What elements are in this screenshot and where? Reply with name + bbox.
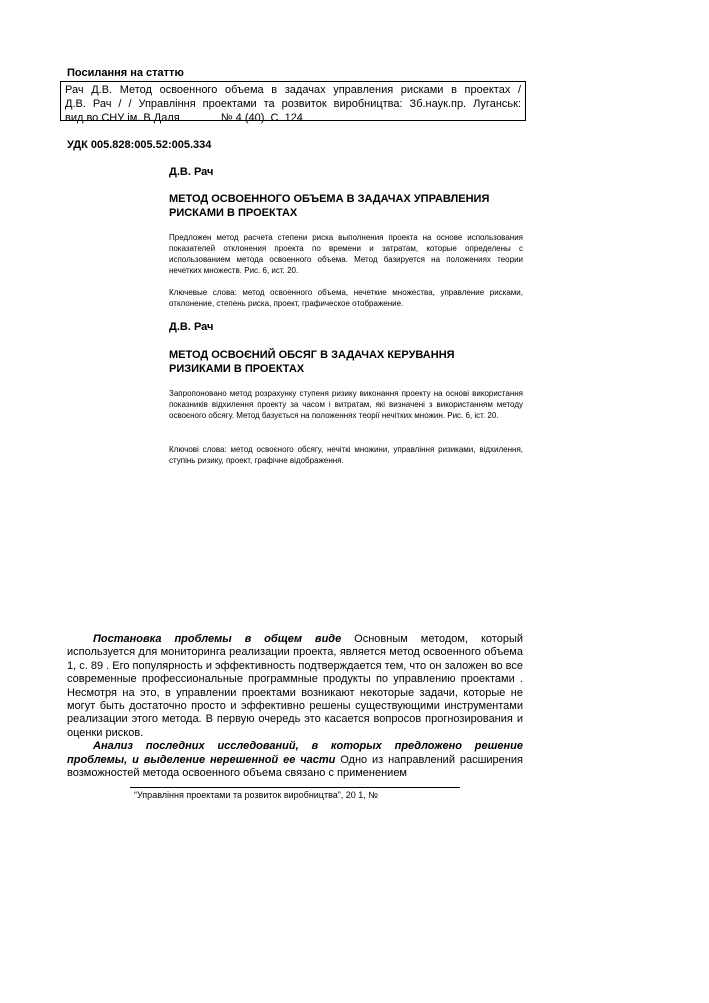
body-text xyxy=(67,633,523,780)
author-ru: Д.В. Рач xyxy=(169,166,214,178)
title-ua-line-2: РИЗИКАМИ В ПРОЕКТАХ xyxy=(169,363,305,375)
title-ua-line-1: МЕТОД ОСВОЄНИЙ ОБСЯГ В ЗАДАЧАХ КЕРУВАННЯ xyxy=(169,349,455,361)
keywords-ru: Ключевые слова: метод освоенного объема, нечеткие множества, управление рисками, отклонение, степень риска, проект, графическое отображение. xyxy=(169,288,523,308)
paragraph-problem-lead: Постановка проблемы в общем виде xyxy=(93,633,342,645)
footer-divider xyxy=(130,787,460,788)
udc-code: УДК 005.828:005.52:005.334 xyxy=(67,139,212,151)
reference-line-2: Д.В. Рач / / Управління проектами та розвиток виробництва: Зб.наук.пр. Луганськ: xyxy=(65,98,521,110)
title-ua xyxy=(169,348,523,376)
reference-issue: № 4 (40). С. 124 xyxy=(220,112,303,124)
reference-line-1: Рач Д.В. Метод освоенного объема в задачах управления рисками в проектах / xyxy=(65,84,521,96)
abstract-ru: Предложен метод расчета степени риска выполнения проекта на основе использования показателей отклонения проекта по времени и затратам, которые определены с использованием метода освоенного объема. Метод базируется на положениях теории нечетких множеств. Рис. 6, ист. 20. xyxy=(169,233,523,275)
title-ru xyxy=(169,192,523,220)
paragraph-problem xyxy=(67,633,523,740)
running-footer: “Управління проектами та розвиток виробництва”, 20 1, № xyxy=(134,790,378,800)
reference-heading: Посилання на статтю xyxy=(67,67,184,79)
paragraph-problem-text: Основным методом, который используется для мониторинга реализации проекта, является метод освоенного объема 1, с. 89 . Его популярность и эффективность подтверждается тем, что он заложен во все современные профессиональные программные продукты по управлению проектами . Несмотря на это, в управлении проектами возникают некоторые задачи, которые не могут быть достаточно просто и эффективно решены существующими инструментами реализации этого метода. В первую очередь это касается вопросов прогнозирования и оценки рисков. xyxy=(67,633,524,739)
reference-line-3 xyxy=(65,111,521,125)
title-ru-line-1: МЕТОД ОСВОЕННОГО ОБЪЕМА В ЗАДАЧАХ УПРАВЛЕНИЯ xyxy=(169,193,490,205)
author-ua: Д.В. Рач xyxy=(169,321,214,333)
reference-box xyxy=(60,81,526,124)
title-ru-line-2: РИСКАМИ В ПРОЕКТАХ xyxy=(169,207,298,219)
reference-publisher: вид во СНУ ім. В.Даля xyxy=(65,112,180,124)
paragraph-analysis xyxy=(67,740,523,780)
keywords-ua: Ключові слова: метод освоєного обсягу, нечіткі множини, управління ризиками, відхилення, ступінь ризику, проект, графічне відображення. xyxy=(169,445,523,465)
abstract-ua: Запропоновано метод розрахунку ступеня ризику виконання проекту на основі використання показників відхилення проекту за часом і витратам, які визначені з використанням методу освоєного обсягу. Метод базується на положеннях теорії нечітких множин. Рис. 6, іст. 20. xyxy=(169,389,523,420)
paragraph-analysis-text: Одно из направлений расширения возможностей метода освоенного объема связано с применением xyxy=(67,753,523,780)
paragraph-analysis-lead: Анализ последних исследований, в которых предложено решение проблемы, и выделение нерешенной ее части xyxy=(67,740,523,766)
